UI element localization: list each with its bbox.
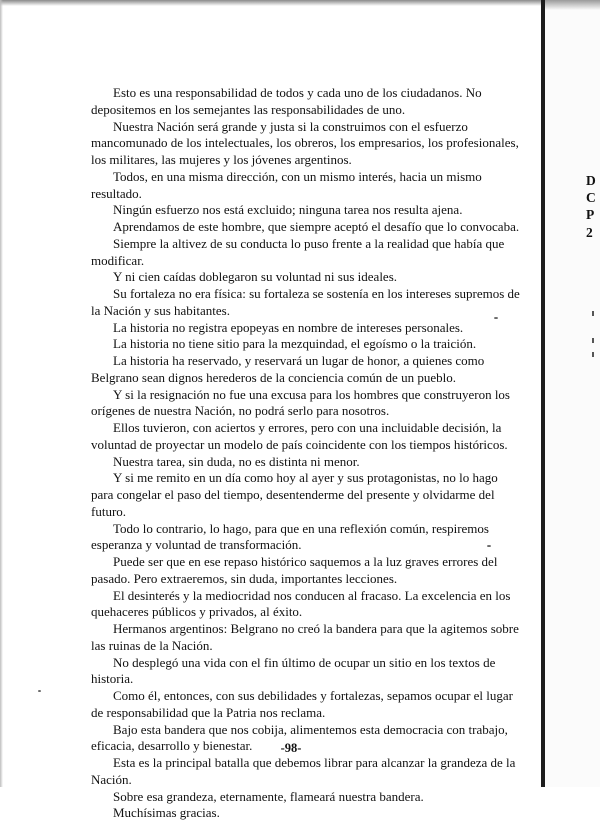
paragraph: Aprendamos de este hombre, que siempre aceptó el desafío que lo convocaba. xyxy=(113,219,520,234)
adjacent-page-shadow xyxy=(545,0,600,10)
paragraph: Todo lo contrario, lo hago, para que en una reflexión común, respiremos esperanza y voluntad de transformación. xyxy=(91,520,489,553)
paragraph: La historia ha reservado, y reservará un lugar de honor, a quienes como Belgrano sean dignos herederos de la conciencia común de un pueblo. xyxy=(91,353,485,385)
paragraph: Sobre esa grandeza, eternamente, flameará nuestra bandera. xyxy=(113,788,424,804)
paragraph: Y si la resignación no fue una excusa para los hombres que construyeron los orígenes de nuestra Nación, no podrá serlo para nosotros. xyxy=(91,386,510,419)
adjacent-page xyxy=(545,0,600,787)
paragraph: Su fortaleza no era física: su fortaleza se sostenía en los intereses supremos de la Nación y sus habitantes. xyxy=(91,286,520,318)
paragraph: Bajo esta bandera que nos cobija, alimentemos esta democracia con trabajo, eficacia, desarrollo y bienestar. xyxy=(91,721,508,754)
paragraph: Esto es una responsabilidad de todos y cada uno de los ciudadanos. No depositemos en los semejantes las responsabilidades de uno. xyxy=(91,85,482,117)
paragraph: La historia no tiene sitio para la mezquindad, el egoísmo o la traición. xyxy=(113,336,477,352)
page-number xyxy=(0,741,600,756)
paragraph: La historia no registra epopeyas en nombre de intereses personales. xyxy=(113,319,464,335)
adjacent-page-mark xyxy=(592,311,594,316)
document-body xyxy=(91,85,523,822)
paragraph: Siempre la altivez de su conducta lo puso frente a la realidad que había que modificar. xyxy=(91,235,505,268)
paragraph: Muchísimas gracias. xyxy=(113,805,220,821)
paragraph: Hermanos argentinos: Belgrano no creó la bandera para que la agitemos sobre las ruinas de la Nación. xyxy=(91,621,519,653)
scan-top-shadow xyxy=(0,0,545,6)
page-number-text: -98- xyxy=(280,741,302,755)
paragraph: No desplegó una vida con el fin último de ocupar un sitio en los textos de historia. xyxy=(91,654,496,687)
paragraph: Todos, en una misma dirección, con un mismo interés, hacia un mismo resultado. xyxy=(91,168,482,201)
paragraph: Nuestra tarea, sin duda, no es distinta ni menor. xyxy=(113,453,360,469)
adjacent-letter: C xyxy=(586,190,596,206)
adjacent-letter: P xyxy=(586,207,595,223)
adjacent-page-text xyxy=(586,172,600,241)
scan-left-shadow xyxy=(0,0,3,787)
paragraph: Ellos tuvieron, con aciertos y errores, pero con una incluidable decisión, la voluntad de proyectar un modelo de país coincidente con los tiempos históricos. xyxy=(91,420,508,452)
paragraph: El desinterés y la mediocridad nos conducen al fracaso. La excelencia en los quehaceres públicos y privados, al éxito. xyxy=(91,587,511,620)
paragraph: Como él, entonces, con sus debilidades y fortalezas, sepamos ocupar el lugar de responsabilidad que la Patria nos reclama. xyxy=(91,688,513,720)
adjacent-page-mark xyxy=(592,352,594,357)
adjacent-letter: 2 xyxy=(586,224,593,240)
adjacent-page-mark xyxy=(592,338,594,343)
adjacent-letter: D xyxy=(586,173,596,188)
paragraph: Esta es la principal batalla que debemos librar para alcanzar la grandeza de la Nación. xyxy=(91,755,516,787)
paragraph: Y si me remito en un día como hoy al ayer y sus protagonistas, no lo hago para congelar el paso del tiempo, desentenderme del presente y olvidarme del futuro. xyxy=(91,470,498,519)
scan-speck xyxy=(38,690,41,692)
paragraph: Puede ser que en ese repaso histórico saquemos a la luz graves errores del pasado. Pero extraeremos, sin duda, importantes lecciones. xyxy=(91,554,498,586)
paragraph: Y ni cien caídas doblegaron su voluntad ni sus ideales. xyxy=(113,269,398,285)
scan-speck xyxy=(487,545,491,547)
paragraph: Ningún esfuerzo nos está excluido; ninguna tarea nos resulta ajena. xyxy=(113,202,463,218)
paragraph: Nuestra Nación será grande y justa si la construimos con el esfuerzo mancomunado de los intelectuales, los obreros, los empresarios, los profesionales, los militares, las mujeres y los jóvenes argentinos. xyxy=(91,118,519,167)
scan-speck xyxy=(494,317,498,319)
